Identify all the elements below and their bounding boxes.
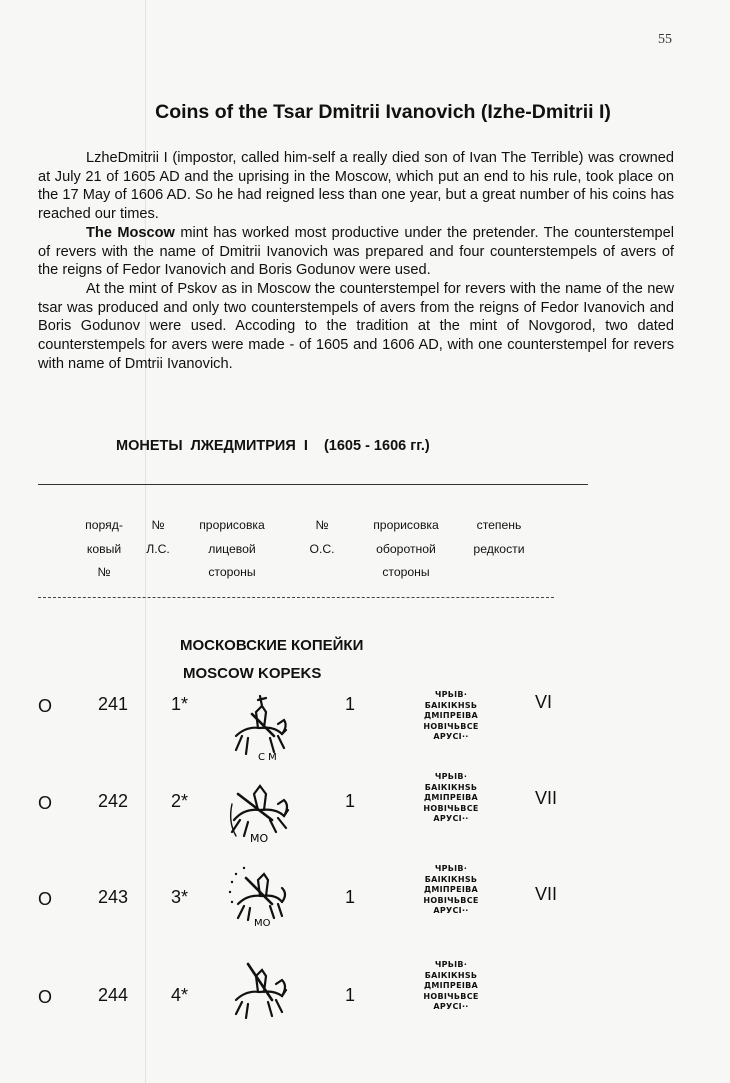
horseman-icon: [222, 956, 298, 1032]
paragraph-2: [38, 224, 674, 280]
colhead-line: №: [315, 518, 329, 532]
reverse-legend-line: НОВІЧЬВСЕ: [423, 895, 479, 905]
colhead-line: Л.С.: [146, 541, 170, 556]
row-reverse-number: 1: [345, 791, 356, 811]
table-row: [0, 960, 730, 1072]
reverse-legend-line: ДМІПРЕІВА: [423, 981, 479, 991]
reverse-legend-line: ЧРЬІВ·: [434, 690, 468, 699]
section-heading-en: MOSCOW KOPEKS: [183, 665, 322, 682]
row-obverse-number: 3*: [171, 887, 189, 907]
paragraph-1: [38, 149, 674, 224]
row-mark: O: [38, 696, 53, 716]
reverse-legend-line: БАІКІКНЅЬ: [424, 782, 478, 792]
colhead-line: оборотной: [376, 541, 436, 556]
row-number: 242: [98, 791, 129, 811]
colhead-line: ковый: [86, 541, 122, 556]
reverse-legend-line: ДМІПРЕІВА: [423, 885, 479, 895]
reverse-legend-line: НОВІЧЬВСЕ: [423, 803, 479, 813]
row-rarity: VI: [535, 692, 553, 712]
colhead-rarity: [464, 514, 534, 561]
reverse-drawing: [406, 864, 496, 917]
reverse-legend-line: ЧРЬІВ·: [434, 772, 468, 781]
reverse-drawing: [406, 690, 496, 743]
colhead-reverse-drawing: [364, 514, 448, 585]
obverse-drawing: [222, 774, 298, 844]
obverse-letters: МО: [250, 832, 269, 845]
colhead-line: поряд-: [85, 518, 123, 532]
colhead-line: редкости: [473, 541, 525, 556]
reverse-drawing: [406, 772, 496, 825]
row-obverse-number: 2*: [171, 791, 189, 811]
reverse-legend-line: ЧРЬІВ·: [434, 864, 468, 873]
horseman-icon: [222, 690, 298, 766]
paragraph-3-text: At the mint of Pskov as in Moscow the counterstempel for revers with the name of the new tsar was produced and only two counterstempels of avers from the reigns of Fedor Ivanovich and Boris Godunov were used. Accoding to the tradition at the mint of Novgorod, two dated counterstempels for avers were made - of 1605 and 1606 AD, with one counterstempel for revers with name of Dmtrii Ivanovich.: [38, 280, 674, 372]
paragraph-2-text: mint has worked most productive under the pretender. The counterstempel of revers with the name of Dmitrii Ivanovich was prepared and four counterstempels of avers of the reigns of Fedor Ivanovich and Boris Godunov were used.: [38, 224, 674, 279]
colhead-obverse-drawing: [192, 514, 272, 585]
table-rule-dashed: [38, 597, 554, 598]
horseman-icon: [222, 860, 298, 936]
table-row: [0, 772, 730, 878]
colhead-reverse-number: [302, 514, 342, 561]
reverse-legend-line: ДМІПРЕІВА: [423, 711, 479, 721]
page-number: 55: [658, 32, 672, 47]
colhead-line: лицевой: [208, 541, 256, 556]
row-mark: O: [38, 889, 53, 909]
paragraph-3: [38, 280, 674, 374]
reverse-legend-line: НОВІЧЬВСЕ: [423, 991, 479, 1001]
row-rarity: VII: [535, 884, 558, 904]
reverse-legend-line: ЧРЬІВ·: [434, 960, 468, 969]
colhead-line: стороны: [208, 565, 256, 579]
row-number: 241: [98, 694, 129, 714]
colhead-line: степень: [476, 518, 522, 532]
row-reverse-number: 1: [345, 985, 356, 1005]
obverse-letters: С М: [258, 752, 277, 763]
colhead-obverse-number: [138, 514, 178, 561]
obverse-drawing: [222, 690, 298, 763]
obverse-letters: МО: [254, 918, 271, 929]
colhead-line: №: [151, 518, 165, 532]
row-reverse-number: 1: [345, 887, 356, 907]
page-title: Coins of the Tsar Dmitrii Ivanovich (Izhe-Dmitrii I): [155, 101, 611, 123]
table-row: [0, 864, 730, 974]
row-mark: O: [38, 987, 53, 1007]
body-text: [38, 149, 674, 373]
paragraph-2-lead: The Moscow: [86, 224, 175, 241]
colhead-line: стороны: [382, 565, 430, 579]
colhead-line: прорисовка: [199, 518, 265, 532]
reverse-legend-line: БАІКІКНЅЬ: [424, 970, 478, 980]
reverse-legend-line: АРУСІ··: [433, 732, 469, 742]
row-obverse-number: 1*: [171, 694, 189, 714]
row-number: 244: [98, 985, 129, 1005]
row-mark: O: [38, 793, 53, 813]
table-row: [0, 690, 730, 780]
reverse-legend-line: НОВІЧЬВСЕ: [423, 721, 479, 731]
colhead-line: №: [97, 565, 111, 579]
table-title: МОНЕТЫ ЛЖЕДМИТРИЯ I (1605 - 1606 гг.): [116, 438, 430, 454]
obverse-drawing: [222, 860, 298, 930]
obverse-drawing: [222, 956, 298, 1026]
reverse-legend-line: АРУСІ··: [433, 906, 469, 916]
row-reverse-number: 1: [345, 694, 356, 714]
reverse-legend-line: БАІКІКНЅЬ: [424, 700, 478, 710]
reverse-drawing: [406, 960, 496, 1013]
horseman-icon: [222, 774, 298, 850]
row-obverse-number: 4*: [171, 985, 189, 1005]
row-number: 243: [98, 887, 129, 907]
colhead-order-number: [78, 514, 130, 585]
section-heading-ru: МОСКОВСКИЕ КОПЕЙКИ: [180, 637, 364, 654]
reverse-legend-line: АРУСІ··: [433, 1002, 469, 1012]
row-rarity: VII: [535, 788, 558, 808]
reverse-legend-line: БАІКІКНЅЬ: [424, 874, 478, 884]
reverse-legend-line: ДМІПРЕІВА: [423, 793, 479, 803]
paragraph-1-text: LzheDmitrii I (impostor, called him-self a really died son of Ivan The Terrible) was crowned at July 21 of 1605 AD and the uprising in the Moscow, which put an end to his rule, took place on the 17 May of 1606 AD. So he had reigned less than one year, but a great number of his coins has reached our times.: [38, 150, 674, 223]
colhead-line: О.С.: [309, 541, 335, 556]
colhead-line: прорисовка: [373, 518, 439, 532]
reverse-legend-line: АРУСІ··: [433, 814, 469, 824]
table-rule-top: [38, 484, 588, 485]
